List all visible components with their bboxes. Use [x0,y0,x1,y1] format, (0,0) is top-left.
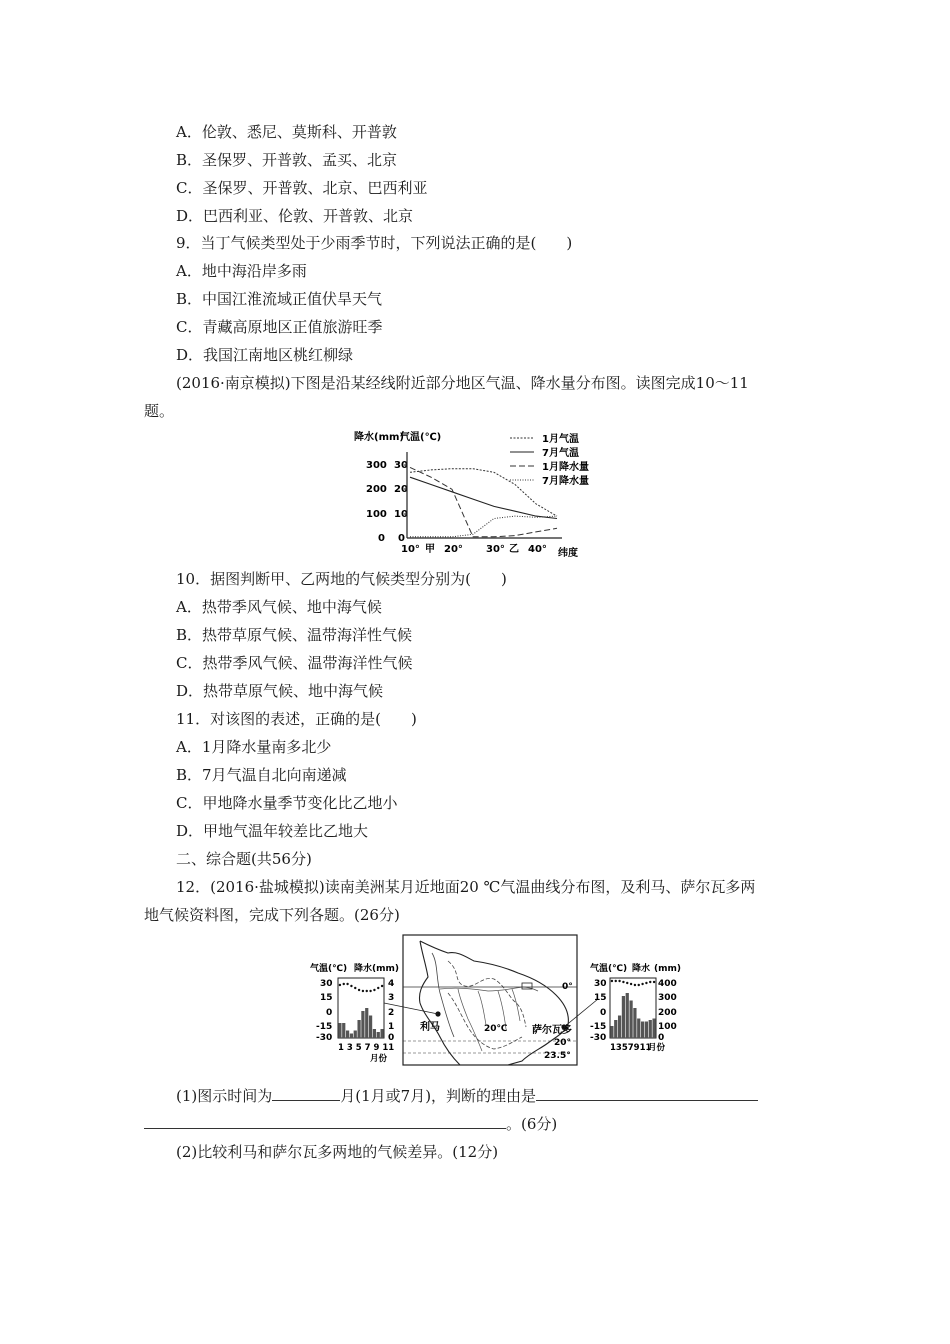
salvador-unit-precip: (mm) [654,964,681,974]
lima-precip-tick: 0 [388,1033,395,1043]
x-place-yi: 乙 [509,544,519,555]
lima-precip-bar [369,1016,372,1039]
lima-precip-bar [342,1023,345,1038]
lima-temp-tick: 15 [320,993,333,1003]
series-jan-precip-line [410,467,557,536]
lima-label-precip: 降水(mm) [354,964,399,974]
salvador-temp-dot [653,981,655,983]
x-place-jia: 甲 [425,544,435,555]
x-tick: 40° [528,544,547,555]
q12-2-line: (2)比较利马和萨尔瓦多两地的气候差异。(12分) [176,1143,499,1161]
lima-precip-bar [373,1029,376,1038]
salvador-temp-dot [615,980,617,982]
lima-temp-tick: 0 [326,1008,333,1018]
lima-precip-bar [380,1029,383,1038]
south-america-map [403,935,577,1065]
salvador-temp-dot [645,982,647,984]
precip-tick: 300 [366,460,387,471]
lima-temp-dot [339,984,341,986]
salvador-temp-tick: 15 [594,993,607,1003]
q10-stem: 10．据图判断甲、乙两地的气候类型分别为( ) [176,570,507,588]
q9-option-b: B．中国江淮流域正值伏旱天气 [176,290,383,308]
legend-jan-temp: 1月气温 [542,434,579,445]
lima-temp-dots [339,983,384,992]
lima-precip-bar [377,1032,380,1038]
lima-label: 利马 [420,1022,440,1033]
lima-temp-dot [343,983,345,985]
chart-ylabel-right: 气温(℃) [400,432,442,443]
lima-temp-dot [377,987,379,989]
legend-jul-temp: 7月气温 [542,448,579,459]
q9-option-c: C．青藏高原地区正值旅游旺季 [176,318,383,336]
lima-precip-bar [357,1020,360,1038]
temp-tick: 10 [394,509,408,520]
series-jan-temp-line [410,469,557,516]
salvador-temp-dot [611,980,613,982]
south-america-figure [308,933,690,1073]
salvador-months: 1357911 [610,1043,652,1053]
q9-stem: 9．当丁气候类型处于少雨季节时，下列说法正确的是( ) [176,234,573,252]
q11-option-a: A．1月降水量南多北少 [176,738,332,756]
q11-option-b: B．7月气温自北向南递减 [176,766,347,784]
lima-precip-bar [361,1011,364,1038]
series-jul-temp-line [410,477,557,518]
precip-tick: 0 [378,533,385,544]
salvador-precip-bar [637,1019,640,1039]
lima-temp-tick: 30 [320,979,333,989]
lima-precip-tick: 4 [388,979,395,989]
salvador-temp-dot [649,981,651,983]
series-jul-precip-line [410,516,557,537]
salvador-climate-chart [590,962,681,1053]
x-tick: 30° [486,544,505,555]
precip-tick: 200 [366,484,387,495]
salvador-precip-tick: 0 [658,1033,665,1043]
salvador-precip-tick: 400 [658,979,677,989]
precip-tick: 100 [366,509,387,520]
lima-temp-tick: -15 [316,1022,333,1032]
lima-temp-tick: -30 [316,1033,333,1043]
salvador-temp-dot [630,983,632,985]
q12-1-line [176,1086,758,1106]
temp-tick: 0 [398,533,405,544]
salvador-precip-bar [645,1022,648,1039]
salvador-label: 萨尔瓦多 [532,1025,572,1036]
salvador-label-temp: 气温(℃) [590,964,628,974]
intro-10-11-line2: 题。 [144,402,175,420]
temp-tick: 30 [394,460,408,471]
lima-climate-chart [310,962,399,1064]
chart-ylabel-left: 降水(mm) [354,432,404,443]
salvador-temp-tick: -15 [590,1022,607,1032]
latitude-climate-chart [352,428,642,560]
salvador-precip-bar [622,996,625,1038]
q11-stem: 11．对该图的表述，正确的是( ) [176,710,417,728]
lat-235-label: 23.5° [544,1051,571,1061]
q12-1-part-a: (1)图示时间为 [176,1087,273,1105]
q8-option-d: D．巴西利亚、伦敦、开普敦、北京 [176,207,414,225]
salvador-precip-bar [626,993,629,1038]
salvador-precip-bar [641,1022,644,1039]
lima-precip-tick: 1 [388,1022,395,1032]
salvador-temp-dot [618,980,620,982]
salvador-precip-tick: 200 [658,1008,677,1018]
lima-temp-dot [369,990,371,992]
lat-0-label: 0° [562,982,573,992]
lima-temp-dot [362,990,364,992]
lat-20-label: 20° [554,1038,572,1048]
lima-month-unit: 月份 [370,1054,388,1064]
temp-tick: 20 [394,484,408,495]
q12-line1: 12．(2016·盐城模拟)读南美洲某月近地面20 ℃气温曲线分布图，及利马、萨尔瓦多两 [176,878,756,896]
q10-option-b: B．热带草原气候、温带海洋性气候 [176,626,413,644]
lima-temp-dot [350,985,352,987]
answer-blank-month[interactable] [272,1086,340,1101]
q12-1-part-b: 月(1月或7月)，判断的理由是 [340,1087,537,1105]
q9-option-a: A．地中海沿岸多雨 [176,262,307,280]
q12-1-line2 [144,1114,557,1134]
salvador-precip-bar [614,1020,617,1038]
lima-precip-bar [346,1031,349,1039]
lima-precip-bar [354,1031,357,1039]
salvador-temp-tick: 30 [594,979,607,989]
x-tick: 10° [401,544,420,555]
salvador-precip-bars [610,993,655,1038]
q8-option-c: C．圣保罗、开普敦、北京、巴西利亚 [176,179,428,197]
q11-option-c: C．甲地降水量季节变化比乙地小 [176,794,398,812]
salvador-temp-tick: -30 [590,1033,607,1043]
salvador-temp-dot [641,983,643,985]
lima-temp-dot [381,985,383,987]
q8-option-a: A．伦敦、悉尼、莫斯科、开普敦 [176,123,397,141]
salvador-label-precip: 降水 [632,964,651,974]
lima-temp-dot [373,989,375,991]
x-tick: 20° [444,544,463,555]
q12-line2: 地气候资料图，完成下列各题。(26分) [144,906,400,924]
salvador-temp-dot [638,984,640,986]
legend-jan-precip: 1月降水量 [542,462,589,473]
answer-blank-reason-1[interactable] [536,1086,758,1101]
salvador-temp-dot [622,981,624,983]
lima-months: 1 3 5 7 9 11 [338,1043,395,1053]
lima-temp-dot [354,987,356,989]
salvador-temp-dots [611,980,656,986]
q11-option-d: D．甲地气温年较差比乙地大 [176,822,369,840]
section-2-heading: 二、综合题(共56分) [176,850,312,868]
q10-option-a: A．热带季风气候、地中海气候 [176,598,382,616]
salvador-precip-bar [649,1020,652,1038]
intro-10-11-line1: (2016·南京模拟)下图是沿某经线附近部分地区气温、降水量分布图。读图完成10～11 [176,374,749,392]
answer-blank-reason-2[interactable] [144,1114,506,1129]
lima-precip-bars [338,1008,383,1038]
legend-jul-precip: 7月降水量 [542,476,589,487]
lima-temp-dot [366,990,368,992]
q10-option-c: C．热带季风气候、温带海洋性气候 [176,654,413,672]
lima-temp-dot [346,983,348,985]
salvador-temp-dot [626,982,628,984]
salvador-precip-tick: 100 [658,1022,677,1032]
salvador-temp-dot [634,984,636,986]
q8-option-b: B．圣保罗、开普敦、孟买、北京 [176,151,398,169]
map-frame [403,935,577,1065]
q9-option-d: D．我国江南地区桃红柳绿 [176,346,354,364]
salvador-month-unit: 月份 [648,1043,666,1053]
chart-xlabel: 纬度 [558,548,578,559]
lima-precip-bar [338,1023,341,1038]
salvador-precip-bar [629,1001,632,1039]
lima-precip-tick: 3 [388,993,395,1003]
salvador-precip-bar [633,1008,636,1038]
salvador-precip-bar [652,1019,655,1039]
lima-temp-dot [358,989,360,991]
salvador-precip-bar [618,1016,621,1039]
salvador-temp-tick: 0 [600,1008,607,1018]
salvador-precip-bar [610,1026,613,1038]
q12-1-part-c: 。(6分) [506,1115,558,1133]
salvador-precip-tick: 300 [658,993,677,1003]
isotherm-label: 20℃ [484,1024,508,1034]
lima-precip-bar [350,1034,353,1039]
lima-precip-bar [365,1008,368,1038]
lima-label-temp: 气温(℃) [310,964,348,974]
q10-option-d: D．热带草原气候、地中海气候 [176,682,384,700]
lima-precip-tick: 2 [388,1008,395,1018]
